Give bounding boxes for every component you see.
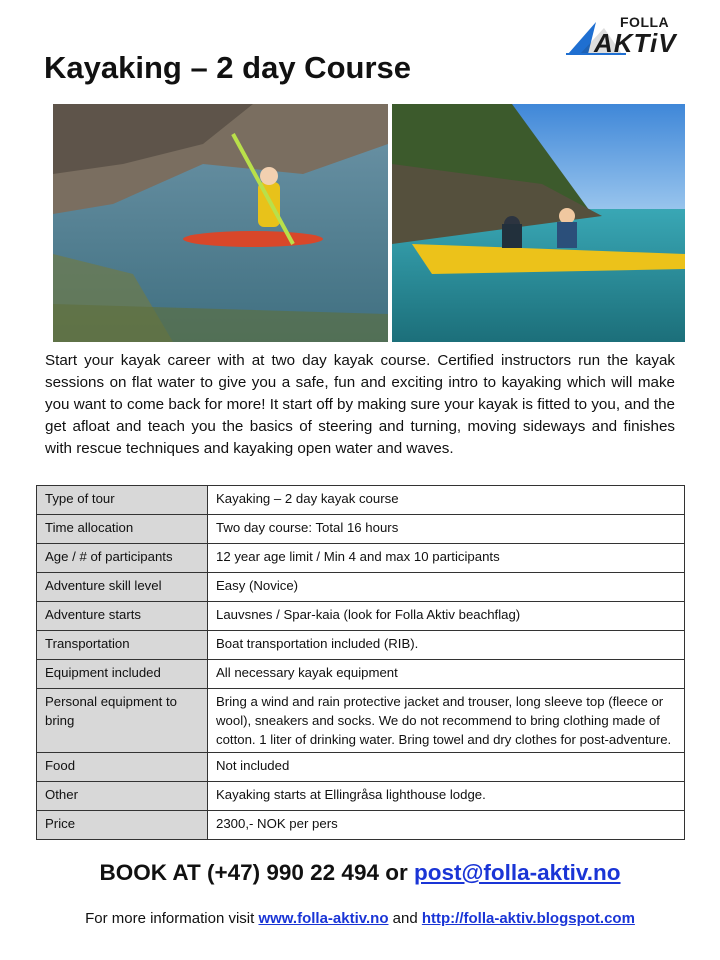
row-value: Two day course: Total 16 hours <box>208 515 685 544</box>
row-label: Food <box>37 753 208 782</box>
more-info-line <box>0 910 720 927</box>
table-row <box>37 573 685 602</box>
logo-line1: FOLLA <box>620 14 670 30</box>
more-info-prefix: For more information visit <box>85 910 259 927</box>
kayaker-photo-left <box>53 104 388 342</box>
table-row <box>37 486 685 515</box>
booking-phone: BOOK AT (+47) 990 22 494 or <box>99 860 414 885</box>
tour-details-table <box>36 485 685 840</box>
row-value: Bring a wind and rain protective jacket and trouser, long sleeve top (fleece or wool), sneakers and socks. We do not recommend to bring clothing made of cotton. 1 liter of drinking water. Bring towel and dry clothes for post-adventure. <box>208 689 685 753</box>
table-row <box>37 602 685 631</box>
website-link[interactable]: www.folla-aktiv.no <box>258 910 389 927</box>
table-row <box>37 753 685 782</box>
blog-link[interactable]: http://folla-aktiv.blogspot.com <box>421 910 635 927</box>
row-label: Adventure starts <box>37 602 208 631</box>
more-info-and: and <box>388 910 422 927</box>
row-label: Personal equipment to bring <box>37 689 208 753</box>
row-label: Age / # of participants <box>37 544 208 573</box>
row-value: Boat transportation included (RIB). <box>208 631 685 660</box>
row-value: 12 year age limit / Min 4 and max 10 participants <box>208 544 685 573</box>
page-title: Kayaking – 2 day Course <box>44 50 411 85</box>
row-label: Equipment included <box>37 660 208 689</box>
row-label: Price <box>37 811 208 840</box>
row-label: Other <box>37 782 208 811</box>
folla-aktiv-logo <box>566 14 686 56</box>
table-row <box>37 660 685 689</box>
intro-paragraph: Start your kayak career with at two day kayak course. Certified instructors run the kayak sessions on flat water to give you a safe, fun and exciting intro to kayaking which will make you want to come back for more! It start off by making sure your kayak is fitted to you, and the get afloat and teach you the basics of steering and turning, moving sideways and finishes with rescue techniques and kayaking open water and waves. <box>45 352 675 457</box>
booking-email-link[interactable]: post@folla-aktiv.no <box>413 860 621 885</box>
table-row <box>37 811 685 840</box>
row-value: Not included <box>208 753 685 782</box>
booking-line <box>0 860 720 886</box>
table-row <box>37 515 685 544</box>
row-value: Kayaking starts at Ellingråsa lighthouse lodge. <box>208 782 685 811</box>
table-row <box>37 631 685 660</box>
table-row <box>37 544 685 573</box>
table-row <box>37 782 685 811</box>
row-value: Lauvsnes / Spar-kaia (look for Folla Aktiv beachflag) <box>208 602 685 631</box>
row-value: 2300,- NOK per pers <box>208 811 685 840</box>
row-label: Transportation <box>37 631 208 660</box>
row-label: Time allocation <box>37 515 208 544</box>
table-row <box>37 689 685 753</box>
row-label: Adventure skill level <box>37 573 208 602</box>
row-value: All necessary kayak equipment <box>208 660 685 689</box>
row-value: Kayaking – 2 day kayak course <box>208 486 685 515</box>
row-label: Type of tour <box>37 486 208 515</box>
row-value: Easy (Novice) <box>208 573 685 602</box>
kayaker-photo-right <box>392 104 685 342</box>
logo-line2: AKTiV <box>594 28 677 58</box>
